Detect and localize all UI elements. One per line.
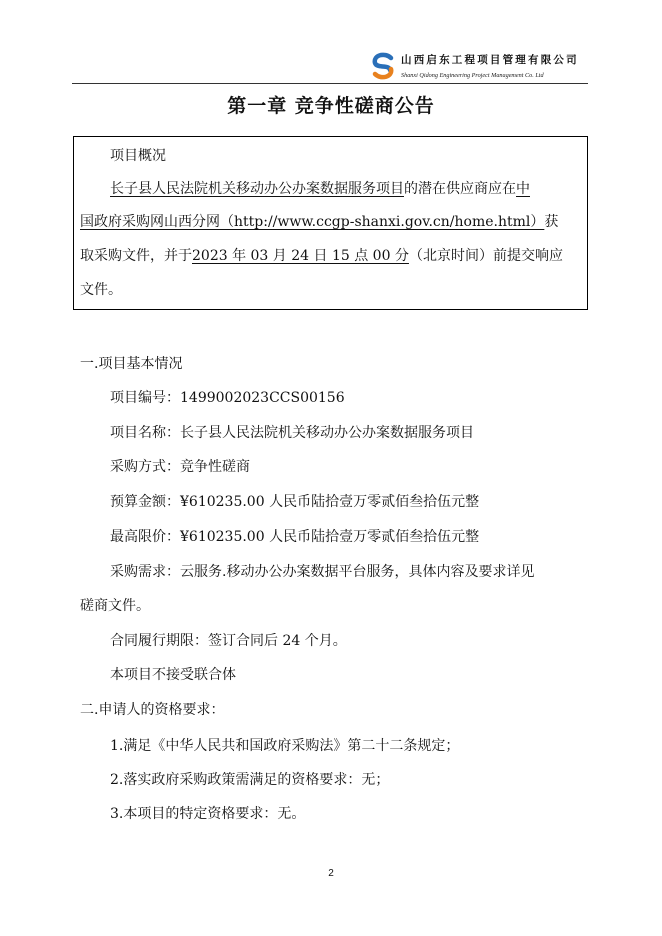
chapter-title: 第一章 竞争性磋商公告 [227, 95, 435, 117]
page-header [365, 46, 587, 84]
platform-first-char: 中 [516, 181, 530, 197]
header-divider [72, 83, 588, 84]
overview-line-2 [80, 212, 558, 232]
procurement-method: 采购方式：竞争性磋商 [110, 459, 250, 475]
project-name-link: 长子县人民法院机关移动办公办案数据服务项目 [110, 181, 404, 197]
budget-amount: 预算金额：¥610235.00 人民币陆拾壹万零贰佰叁拾伍元整 [110, 494, 480, 510]
overview-line-1 [110, 179, 530, 199]
procurement-requirement: 采购需求：云服务.移动办公办案数据平台服务，具体内容及要求详见 [110, 564, 535, 580]
company-name-en: Shanxi Qidong Engineering Project Management Co. Ltd [401, 72, 544, 79]
section2-heading: 二.申请人的资格要求： [80, 702, 225, 718]
qualification-item-2: 2.落实政府采购政策需满足的资格要求：无； [110, 772, 390, 788]
maximum-price: 最高限价：¥610235.00 人民币陆拾壹万零贰佰叁拾伍元整 [110, 529, 480, 545]
overview-get-text: 获 [544, 214, 559, 230]
overview-line-4: 文件。 [80, 282, 122, 298]
platform-link: 国政府采购网山西分网（http://www.ccgp-shanxi.gov.cn/home.html） [80, 214, 545, 230]
project-number: 项目编号：1499002023CCS00156 [110, 390, 345, 406]
consortium-note: 本项目不接受联合体 [110, 667, 236, 683]
qualification-item-1: 1.满足《中华人民共和国政府采购法》第二十二条规定； [110, 738, 460, 754]
contract-period: 合同履行期限：签订合同后 24 个月。 [110, 633, 347, 649]
overview-line3-suffix: （北京时间）前提交响应 [408, 248, 563, 264]
deadline-text: 2023 年 03 月 24 日 15 点 00 分 [192, 248, 409, 264]
overview-text: 的潜在供应商应在 [404, 181, 516, 197]
company-logo-icon [369, 52, 397, 80]
procurement-requirement-cont: 磋商文件。 [80, 598, 150, 614]
overview-line-3 [80, 246, 563, 266]
overview-line3-prefix: 取采购文件，并于 [80, 248, 192, 264]
project-name: 项目名称：长子县人民法院机关移动办公办案数据服务项目 [110, 425, 474, 441]
qualification-item-3: 3.本项目的特定资格要求：无。 [110, 806, 306, 822]
company-name-cn: 山西启东工程项目管理有限公司 [401, 54, 579, 66]
section1-heading: 一.项目基本情况 [80, 356, 183, 372]
page-number: 2 [328, 868, 334, 879]
overview-heading: 项目概况 [110, 148, 166, 164]
